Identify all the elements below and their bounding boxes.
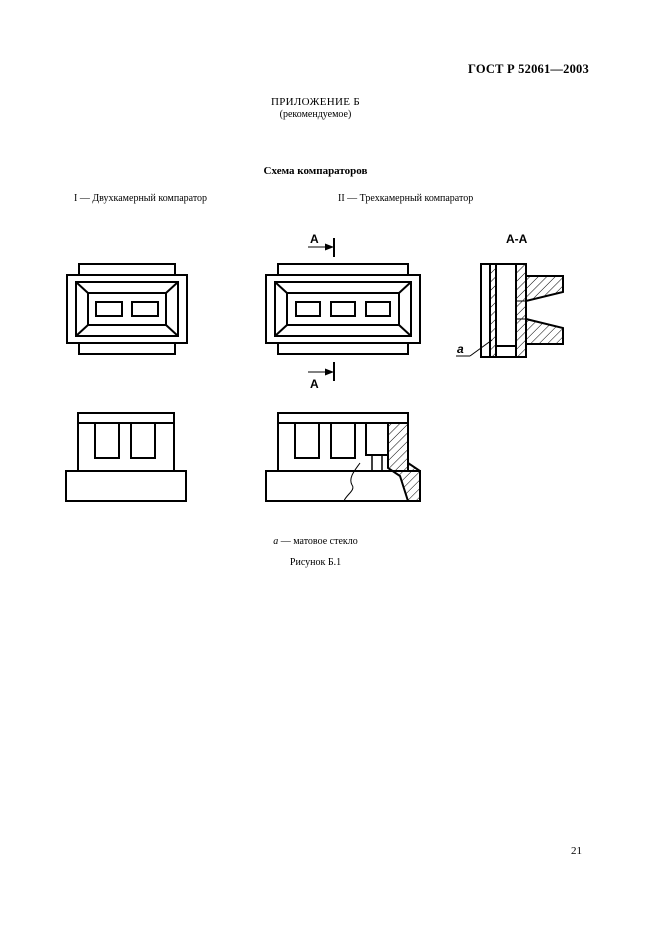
section-a-a-view — [456, 264, 563, 357]
three-chamber-top-view — [266, 264, 420, 354]
callout-a-label: а — [457, 342, 464, 356]
scheme-title: Схема компараторов — [263, 165, 368, 177]
standard-number: ГОСТ Р 52061—2003 — [468, 62, 589, 76]
appendix-note: (рекомендуемое) — [279, 109, 352, 120]
section-mark-top-label: А — [310, 232, 319, 246]
two-chamber-top-view — [67, 264, 187, 354]
legend-key: а — [273, 536, 279, 547]
figure-caption: Рисунок Б.1 — [289, 557, 342, 568]
page-number: 21 — [571, 845, 582, 857]
label-three-chamber-comparator: II — Трехкамерный компаратор — [338, 193, 474, 204]
label-two-chamber-comparator: I — Двухкамерный компаратор — [74, 193, 208, 204]
appendix-title: ПРИЛОЖЕНИЕ Б — [271, 96, 360, 108]
section-view-label: А-А — [506, 232, 528, 246]
legend — [0, 536, 631, 547]
legend-text: — матовое стекло — [278, 536, 358, 547]
section-mark-bottom-label: А — [310, 377, 319, 391]
two-chamber-front-view — [66, 413, 186, 501]
three-chamber-front-view — [266, 413, 420, 501]
